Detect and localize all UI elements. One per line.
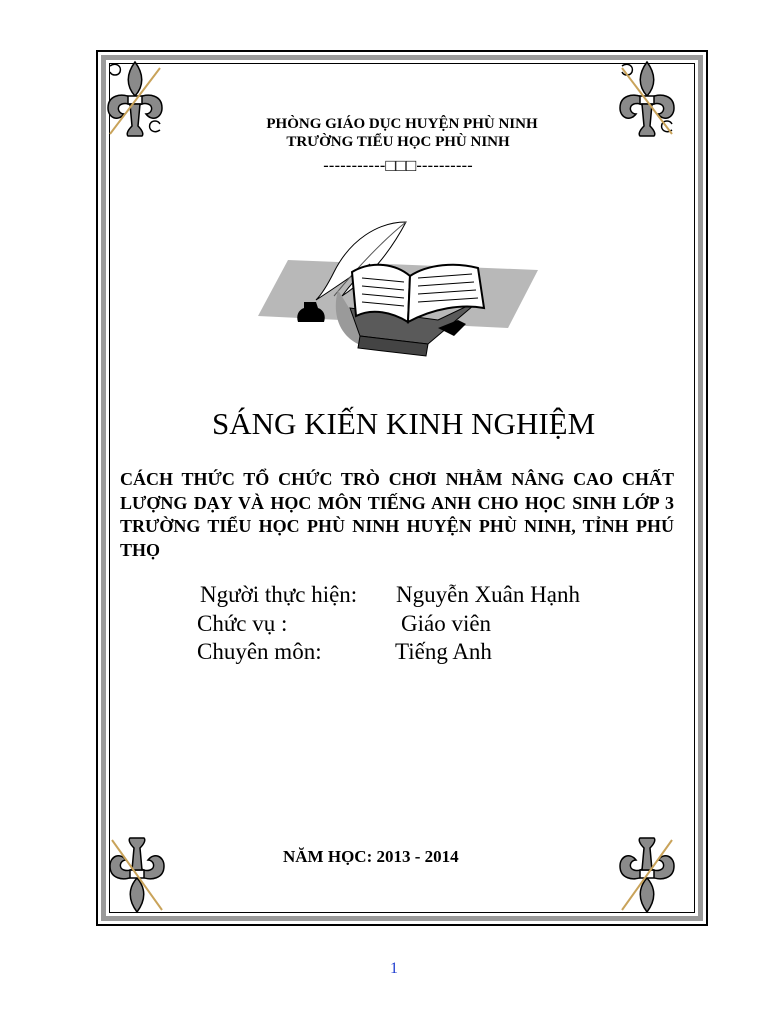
- department-name: PHÒNG GIÁO DỤC HUYỆN PHÙ NINH: [266, 116, 538, 132]
- header-divider: -----------□□□----------: [323, 156, 473, 175]
- fleur-de-lis-corner-icon: [614, 56, 680, 140]
- research-topic: CÁCH THỨC TỔ CHỨC TRÒ CHƠI NHẰM NÂNG CAO CHẤT LƯỢNG DẠY VÀ HỌC MÔN TIẾNG ANH CHO HỌC SINH LỚP 3 TRƯỜNG TIỂU HỌC PHÙ NINH HUYỆN PHÙ NINH, TỈNH PHÚ THỌ: [120, 469, 674, 560]
- author-value: Nguyễn Xuân Hạnh: [396, 582, 580, 607]
- subject-value: Tiếng Anh: [395, 639, 492, 664]
- page-number: 1: [390, 960, 398, 977]
- position-value: Giáo viên: [401, 611, 492, 636]
- fleur-de-lis-corner-icon: [104, 834, 170, 918]
- fleur-de-lis-corner-icon: [102, 56, 168, 140]
- author-label: Người thực hiện:: [200, 582, 358, 607]
- school-name: TRƯỜNG TIỂU HỌC PHÙ NINH: [286, 134, 510, 150]
- open-book-quill-icon: [258, 216, 540, 360]
- school-year: NĂM HỌC: 2013 - 2014: [283, 847, 459, 866]
- document-title: SÁNG KIẾN KINH NGHIỆM: [212, 406, 596, 441]
- fleur-de-lis-corner-icon: [614, 834, 680, 918]
- position-label: Chức vụ :: [197, 611, 288, 636]
- subject-label: Chuyên môn:: [197, 639, 322, 664]
